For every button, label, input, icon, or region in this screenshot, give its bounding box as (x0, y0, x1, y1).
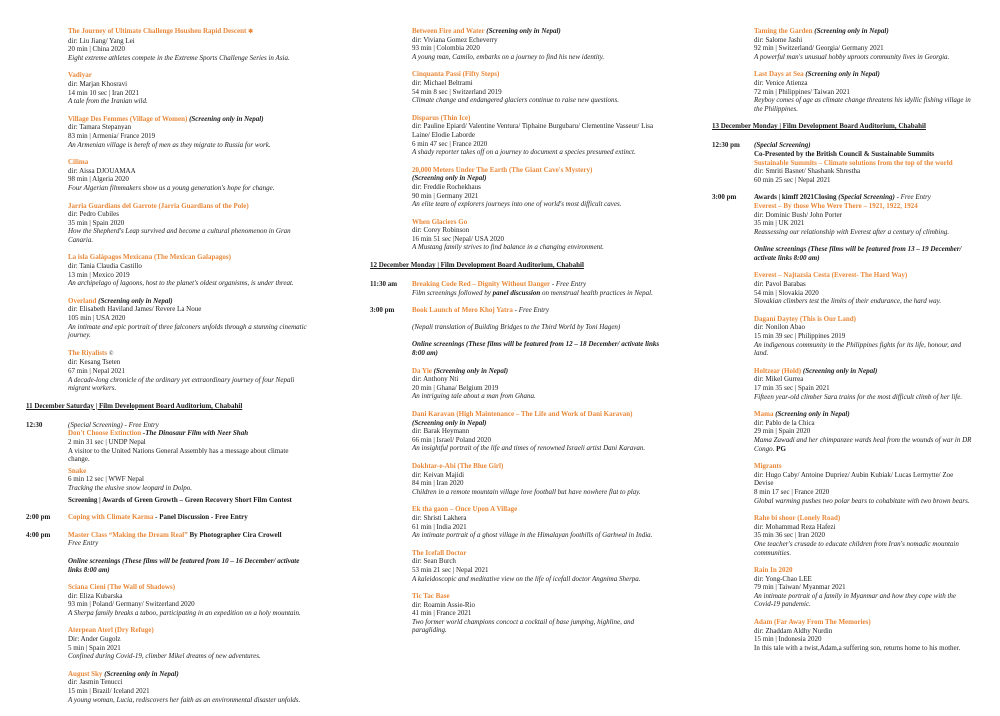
film-title: Dani Karavan (High Maintenance – The Life and Work of Dani Karavan) (412, 410, 633, 418)
film-title: Overland (Screening only in Nepal) (68, 296, 173, 305)
film-title: The Riyalists © (68, 348, 114, 357)
slot-time: 3:00 pm (712, 193, 737, 202)
column-2 (370, 27, 660, 644)
slot-time: 11:30 am (370, 280, 398, 289)
schedule-slot: 12:30 (Special Screening) - Free Entry Don't Choose Extinction -The Dinosaur Film with Neer Shah 2 min 31 sec | UNDP Nepal A visitor to the United Nations General Assembly has a message about climate change. Snake 6 min 12 sec | WWF Nepal Tracking the elusive snow leopard in Dolpo. Screening | Awards of Green Growth – Green Recovery Short Film Contest (26, 420, 292, 504)
film-title: Adam (Far Away From The Memories) (754, 618, 871, 627)
film-title: Village Des Femmes (Village of Women) (Screening only in Nepal) (68, 114, 264, 123)
film-entry: Rain In 2020 dir: Yong-Chao LEE 79 min | Taiwan/ Myanmar 2021 An intimate portrait of a family in Myanmar and how they cope with the Covid-19 pandemic. (754, 566, 974, 609)
film-entry: Overland (Screening only in Nepal) dir: Elisabeth Haviland James/ Revere La Noue 105 min | USA 2020 An intimate and epic portrait of three falconers unfolds through a stunning cinematic journey. (68, 296, 307, 340)
schedule-slot: 2:00 pm Coping with Climate Karma - Panel Discussion - Free Entry (26, 513, 248, 522)
film-title: Da Yie (Screening only in Nepal) (412, 366, 509, 375)
film-entry: Rahe bi shoor (Lonely Road) dir: Mohammad Reza Hafezi 35 min 36 sec | Iran 2020 One teacher's crusade to educate children from Iran's nomadic mountain communities. (754, 514, 974, 557)
film-entry: Adam (Far Away From The Memories) dir: Zhaddam Aldhy Nurdin 15 min | Indonesia 2020 In this tale with a twist,Adam,a suffering son, returns home to his mother. (754, 618, 974, 652)
film-title: Rain In 2020 (754, 566, 793, 575)
film-entry: Vadiyar dir: Marjan Khosravi 14 min 10 sec | Iran 2021 A tale from the Iranian wild. (68, 71, 311, 105)
film-title: Aterpean Aterl (Dry Refuge) (68, 626, 154, 635)
film-entry: Village Des Femmes (Village of Women) (Screening only in Nepal) dir: Tamara Stepanyan 83 min | Armenia/ France 2019 An Armenian village is bereft of men as they migrate to Russia for work. (68, 114, 271, 149)
film-title: Last Days at Sea (Screening only in Nepal) (754, 70, 880, 79)
film-entry: Ek tha gaon – Once Upon A Village dir: Shristi Lakhera 61 min | India 2021 An intimate portrait of a ghost village in the Himalayan foothills of Garhwal in India. (412, 505, 660, 539)
slot-time: 2:00 pm (26, 513, 51, 522)
film-title: Disparus (Thin Ice) (412, 113, 471, 122)
film-entry: Between Fire and Water (Screening only in Nepal) dir: Viviana Gomez Echeverry 93 min | Colombia 2020 A young man, Camilo, embarks on a journey to find his new identity. (412, 27, 605, 61)
film-entry: Everest – Najtazsia Cesta (Everest- The Hard Way) dir: Pavol Barabas 54 min | Slovakia 2020 Slovakian climbers test the limits of their endurance, the hard way. (754, 271, 974, 305)
column-1 (26, 27, 311, 713)
film-title: Migrants (754, 462, 782, 471)
slot-time: 4:00 pm (26, 530, 51, 539)
film-entry: La isla Galápagos Mexicana (The Mexican Galapagos) dir: Tania Claudia Castillo 13 min | Mexico 2019 An archipelago of lagoons, host to the planet's oldest organisms, is under threat. (68, 253, 311, 287)
column-3 (712, 27, 974, 661)
copyright-icon: © (108, 350, 114, 357)
film-title: Cilima (68, 158, 89, 167)
schedule-slot: 4:00 pm Master Class “Making the Dream Real” By Photographer Cira Crowell Free Entry (26, 530, 282, 548)
schedule-slot: 3:00 pm Awards | kimff 2021Closing (Special Screening) - Free Entry Everest – By those Who Were There – 1921, 1922, 1924 dir: Dominic Bush/ John Porter 35 min | UK 2021 Reassessing our relationship with Everest after a century of climbing. (712, 193, 950, 236)
film-entry: Dokhtar-e-Abi (The Blue Girl) dir: Keivan Majidi 84 min | Iran 2020 Children in a remote mountain village love football but have nowhere flat to play. (412, 462, 660, 496)
film-entry: August Sky (Screening only in Nepal) dir: Jasmin Tenucci 15 min | Brazil/ Iceland 2021 A young woman, Lucia, rediscovers her faith as an environmental disaster unfolds. (68, 669, 301, 704)
film-entry: Sciana Cieni (The Wall of Shadows) dir: Eliza Kubarska 93 min | Poland/ Germany/ Switzerland 2020 A Sherpa family breaks a taboo, participating in an expedition on a holy mountain. (68, 583, 311, 617)
film-entry: Dani Karavan (High Maintenance – The Life and Work of Dani Karavan) (Screening only in Nepal) dir: Barak Heymann 66 min | Israel/ Poland 2020 An insightful portrait of the life and times of renowned Israeli artist Dani Karavan. (412, 410, 660, 453)
film-title: Rahe bi shoor (Lonely Road) (754, 514, 841, 523)
film-title: Ek tha gaon – Once Upon A Village (412, 505, 518, 514)
film-entry: The Journey of Ultimate Challenge Housheu Rapid Descent ✱ dir: Liu Jiang/ Yang Lei 20 min | China 2020 Eight extreme athletes compete in the Extreme Sports Challenge Series in Asia. (68, 27, 290, 62)
film-entry: Daganí Daytey (This is Our Land) dir: Nonilon Abao 15 min 39 sec | Philippines 2019 An indigenous community in the Philippines fights for its life, honour, and land. (754, 315, 974, 358)
slot-time: 3:00 pm (370, 306, 395, 315)
film-entry: Jarria Guardians del Garrote (Jarria Guardians of the Pole) dir: Pedro Cubiles 35 min | Spain 2020 How the Shepherd's Leap survived and become a cultural phenomenon in Gran Canaria. (68, 202, 311, 245)
film-title: Sciana Cieni (The Wall of Shadows) (68, 583, 176, 592)
film-entry: 20,000 Meters Under The Earth (The Giant Cave's Mystery) (Screening only in Nepal) dir: Freddie Rochekhaus 90 min | Germany 2021 An elite team of explorers journeys into one of world's most difficult caves. (412, 166, 660, 209)
film-title: August Sky (Screening only in Nepal) (68, 669, 179, 678)
film-title: Taming the Garden (Screening only in Nepal) (754, 27, 889, 35)
film-entry: Disparus (Thin Ice) dir: Pauline Epiard/ Valentine Ventura/ Tiphaine Burgubaru/ Clementine Vasseur/ Lisa Laine/ Elodie Laborde 6 min 47 sec | France 2020 A shady reporter takes off on a journey to document a species presumed extinct. (412, 114, 660, 157)
film-entry: Tic Tac Base dir: Roamin Assie-Rio 41 min | France 2021 Two former world champions concoct a cocktail of base jumping, highline, and paragliding. (412, 592, 660, 635)
film-title: Vadiyar (68, 71, 92, 80)
film-entry: Cinquanta Passi (Fifty Steps) dir: Michael Beltrami 54 min 8 sec | Switzerland 2019 Climate change and endangered glaciers continue to raise new questions. (412, 70, 660, 104)
film-title: Tic Tac Base (412, 592, 450, 601)
film-entry: The Riyalists © dir: Kesang Tseten 67 min | Nepal 2021 A decade-long chronicle of the ordinary yet extraordinary journey of four Nepali migrant workers. (68, 348, 295, 393)
film-title: Everest – Najtazsia Cesta (Everest- The Hard Way) (754, 271, 908, 280)
slot-time: 12:30 (26, 420, 43, 429)
film-title: Between Fire and Water (Screening only in Nepal) (412, 27, 561, 35)
film-entry: Last Days at Sea (Screening only in Nepal) dir: Venice Atienza 72 min | Philippines/ Taiwan 2021 Reyboy comes of age as climate change threatens his idyllic fishing village in the Philippines. (754, 70, 971, 113)
film-title: Jarria Guardians del Garrote (Jarria Guardians of the Pole) (68, 201, 249, 210)
schedule-slot: 11:30 am Breaking Code Red – Dignity Without Danger - Free Entry Film screenings followed by panel discussion on menstrual health practices in Nepal. (370, 280, 653, 297)
film-entry: Da Yie (Screening only in Nepal) dir: Anthony Nti 20 min | Ghana/ Belgium 2019 An intriguing tale about a man from Ghana. (412, 366, 536, 401)
film-entry: Aterpean Aterl (Dry Refuge) Dir: Ander Gugolz 5 min | Spain 2021 Confined during Covid-19, climber Mikel dreams of new adventures. (68, 626, 311, 660)
film-entry: The Icefall Doctor dir: Sean Burch 53 min 21 sec | Nepal 2021 A kaleidoscopic and meditative view on the life of icefall doctor Angnima Sherpa. (412, 549, 660, 583)
online-notice: Online screenings (These films will be featured from 10 – 16 December/ activate links 8:00 am) (68, 556, 300, 574)
day-heading: 11 December Saturday | Film Development Board Auditorium, Chabahil (26, 401, 243, 410)
day-heading: 13 December Monday | Film Development Board Auditorium, Chabahil (712, 122, 926, 131)
schedule-slot: 12:30 pm (Special Screening) Co-Presented by the British Council & Sustainable Summits Sustainable Summits – Climate solutions from the top of the world dir: Smriti Basnet/ Shashank Shrestha 60 min 25 sec | Nepal 2021 (712, 141, 953, 184)
film-entry: Mama (Screening only in Nepal) dir: Pablo de la Chica 29 min | Spain 2020 Mama Zawadi and her chimpanzee wards heal from the wounds of war in DR Congo. PG (754, 410, 972, 453)
film-title: The Icefall Doctor (412, 548, 467, 557)
film-entry: Migrants dir: Hugo Caby/ Antoine Dupriez/ Aubin Kubiak/ Lucas Lermytte/ Zoe Devise 8 min 17 sec | France 2020 Global warming pushes two polar bears to cohabitate with two brown bears. (754, 462, 974, 505)
slot-time: 12:30 pm (712, 141, 740, 150)
film-title: Mama (Screening only in Nepal) (754, 410, 850, 419)
film-title: Dokhtar-e-Abi (The Blue Girl) (412, 461, 504, 470)
film-title: Holtzear (Hold) (Screening only in Nepal) (754, 366, 878, 375)
film-title: The Journey of Ultimate Challenge Housheu Rapid Descent ✱ (68, 27, 254, 35)
online-notice: Online screenings (These films will be featured from 13 – 19 December/ activate links 8:00 am) (754, 245, 962, 262)
film-title: Cinquanta Passi (Fifty Steps) (412, 70, 500, 79)
film-title: La isla Galápagos Mexicana (The Mexican Galapagos) (68, 253, 231, 262)
film-entry: Cilima dir: Aissa DJOUAMAA 98 min | Algeria 2020 Four Algerian filmmakers show us a young generation's hope for change. (68, 158, 311, 192)
day-heading: 12 December Monday | Film Development Board Auditorium, Chabahil (370, 261, 584, 270)
film-title: Daganí Daytey (This is Our Land) (754, 314, 856, 323)
film-title: 20,000 Meters Under The Earth (The Giant Cave's Mystery) (412, 165, 593, 174)
award-mark-icon: ✱ (248, 29, 254, 35)
film-entry: Taming the Garden (Screening only in Nepal) dir: Salome Jashi 92 min | Switzerland/ Georgia/ Germany 2021 A powerful man's unusual hobby uproots community lives in Georgia. (754, 27, 950, 61)
film-title: When Glaciers Go (412, 217, 468, 226)
film-entry: Holtzear (Hold) (Screening only in Nepal) dir: Mikel Gurrea 17 min 35 sec | Spain 2021 Fifteen year-old climber Sara trains for the most difficult climb of her life. (754, 366, 963, 401)
schedule-slot: 3:00 pm Book Launch of Mero Khoj Yatra - Free Entry (Nepali translation of Building Bridges to the Third World by Toni Hagen) (370, 306, 621, 331)
film-entry: When Glaciers Go dir: Corey Robinson 16 min 51 sec |Nepal/ USA 2020 A Mustang family strives to find balance in a changing environment. (412, 218, 660, 252)
online-notice: Online screenings (These films will be featured from 12 – 18 December/ activate links 8:00 am) (412, 340, 660, 358)
